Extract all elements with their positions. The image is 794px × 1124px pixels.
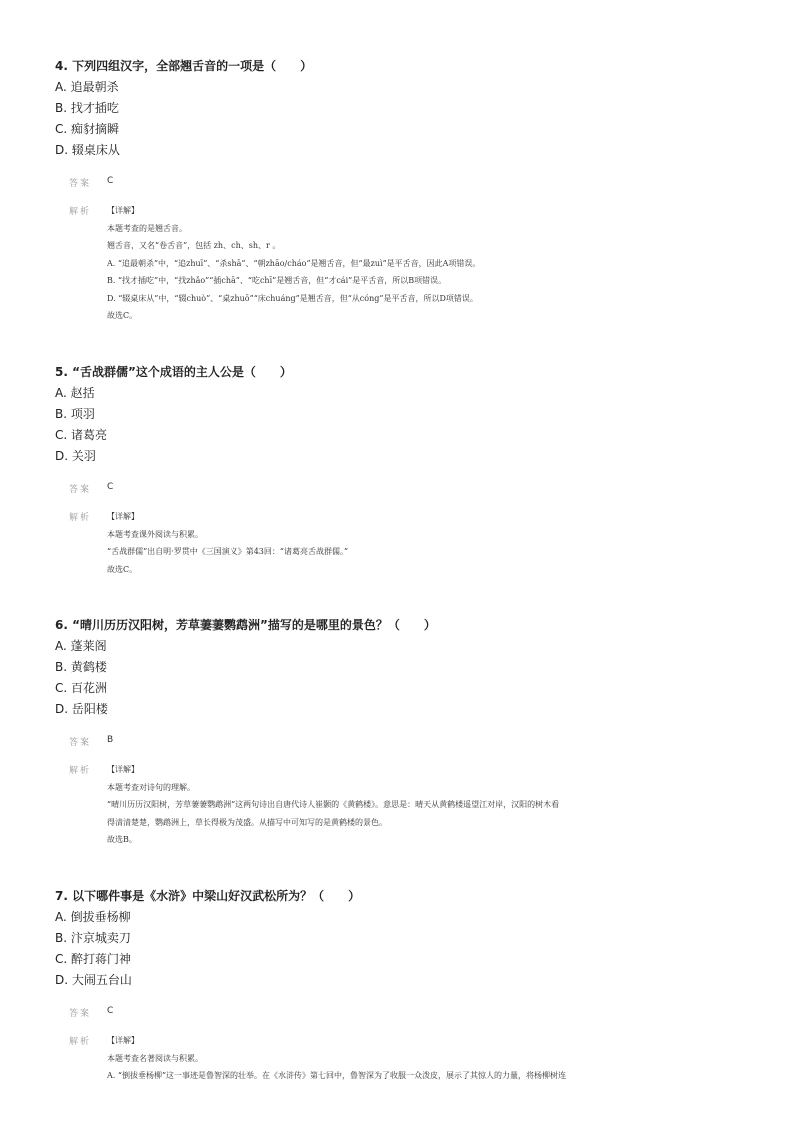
analysis-line: 得清清楚楚，鹦鹉洲上，草长得极为茂盛。从描写中可知写的是黄鹤楼的景色。 xyxy=(107,817,387,827)
analysis-line: 故选C。 xyxy=(107,564,138,574)
question-5 xyxy=(55,362,755,578)
answer-value: C xyxy=(107,176,114,186)
analysis-line: 【详解】 xyxy=(107,206,139,215)
analysis-line: 故选B。 xyxy=(107,835,137,844)
option-d: D. 岳阳楼 xyxy=(55,702,108,716)
question-6 xyxy=(55,615,755,849)
option-a: A. 蓬莱阁 xyxy=(55,639,107,653)
option-c: C. 百花洲 xyxy=(55,681,108,695)
option-d: D. 大闹五台山 xyxy=(55,973,132,987)
analysis-line: D. “辍桌床从”中，“辍chuò”、“桌zhuō”“床chuáng”是翘舌音，但“从cóng”是平舌音，所以D项错误。 xyxy=(107,293,478,303)
analysis-block xyxy=(55,508,755,578)
analysis-line: 翘舌音，又名“卷舌音”，包括 zh、ch、sh、r 。 xyxy=(107,241,281,250)
analysis-line: 本题考查课外阅读与积累。 xyxy=(107,529,203,539)
analysis-line: 本题考查的是翘舌音。 xyxy=(107,223,187,233)
analysis-line: 本题考查名著阅读与积累。 xyxy=(107,1053,203,1063)
analysis-label: 解析 xyxy=(69,1037,92,1047)
option-c: C. 醉打蒋门神 xyxy=(55,952,132,966)
answer-row xyxy=(55,482,755,502)
answer-label: 答案 xyxy=(69,1009,92,1019)
answer-label: 答案 xyxy=(69,485,92,495)
analysis-block xyxy=(55,202,755,325)
option-c: C. 痴豺摘瞬 xyxy=(55,122,120,136)
option-d: D. 关羽 xyxy=(55,449,96,463)
answer-label: 答案 xyxy=(69,738,92,748)
option-b: B. 找才插吃 xyxy=(55,101,119,115)
analysis-label: 解析 xyxy=(69,207,92,217)
analysis-label: 解析 xyxy=(69,513,92,523)
analysis-block xyxy=(55,1032,755,1085)
analysis-line: “舌战群儒”出自明·罗贯中《三国演义》第43回：“诸葛亮舌战群儒。” xyxy=(107,547,349,556)
option-b: B. 汴京城卖刀 xyxy=(55,931,131,945)
option-a: A. 赵括 xyxy=(55,386,95,400)
answer-value: C xyxy=(107,482,114,492)
option-c: C. 诸葛亮 xyxy=(55,428,108,442)
question-title: 7. 以下哪件事是《水浒》中梁山好汉武松所为？（ ） xyxy=(55,889,361,903)
analysis-line: “晴川历历汉阳树，芳草萋萋鹦鹉洲”这两句诗出自唐代诗人崔颢的《黄鹤楼》。意思是：晴天从黄鹤楼遥望江对岸，汉阳的树木看 xyxy=(107,800,560,809)
answer-row xyxy=(55,176,755,196)
analysis-block xyxy=(55,761,755,849)
answer-label: 答案 xyxy=(69,179,92,189)
answer-row xyxy=(55,1006,755,1026)
option-b: B. 项羽 xyxy=(55,407,95,421)
analysis-line: 故选C。 xyxy=(107,311,138,320)
analysis-line: 本题考查对诗句的理解。 xyxy=(107,782,195,792)
analysis-line: 【详解】 xyxy=(107,512,139,521)
question-title: 5. “舌战群儒”这个成语的主人公是（ ） xyxy=(55,365,292,379)
option-d: D. 辍桌床从 xyxy=(55,143,120,157)
question-title: 4. 下列四组汉字，全部翘舌音的一项是（ ） xyxy=(55,59,313,73)
analysis-line: 【详解】 xyxy=(107,1036,139,1045)
option-a: A. 倒拔垂杨柳 xyxy=(55,910,131,924)
question-7 xyxy=(55,886,755,1085)
analysis-label: 解析 xyxy=(69,766,92,776)
answer-value: C xyxy=(107,1006,114,1016)
option-b: B. 黄鹤楼 xyxy=(55,660,107,674)
option-a: A. 追最朝杀 xyxy=(55,80,119,94)
analysis-line: A. “追最朝杀”中，“追zhuī”、“杀shā”、“朝zhāo/cháo”是翘舌音，但“最zuì”是平舌音，因此A项错误。 xyxy=(107,258,481,268)
question-4 xyxy=(55,56,755,325)
analysis-line: 【详解】 xyxy=(107,765,139,774)
answer-row xyxy=(55,735,755,755)
analysis-line: A. “倒拔垂杨柳”这一事迹是鲁智深的壮举。在《水浒传》第七回中，鲁智深为了收服一众泼皮，展示了其惊人的力量，将杨柳树连 xyxy=(107,1071,567,1080)
answer-value: B xyxy=(107,735,114,745)
question-title: 6. “晴川历历汉阳树，芳草萋萋鹦鹉洲”描写的是哪里的景色？（ ） xyxy=(55,618,436,632)
analysis-line: B. “找才插吃”中，“找zhǎo”“插chā”、“吃chī”是翘舌音，但“才cái”是平舌音，所以B项错误。 xyxy=(107,276,447,285)
